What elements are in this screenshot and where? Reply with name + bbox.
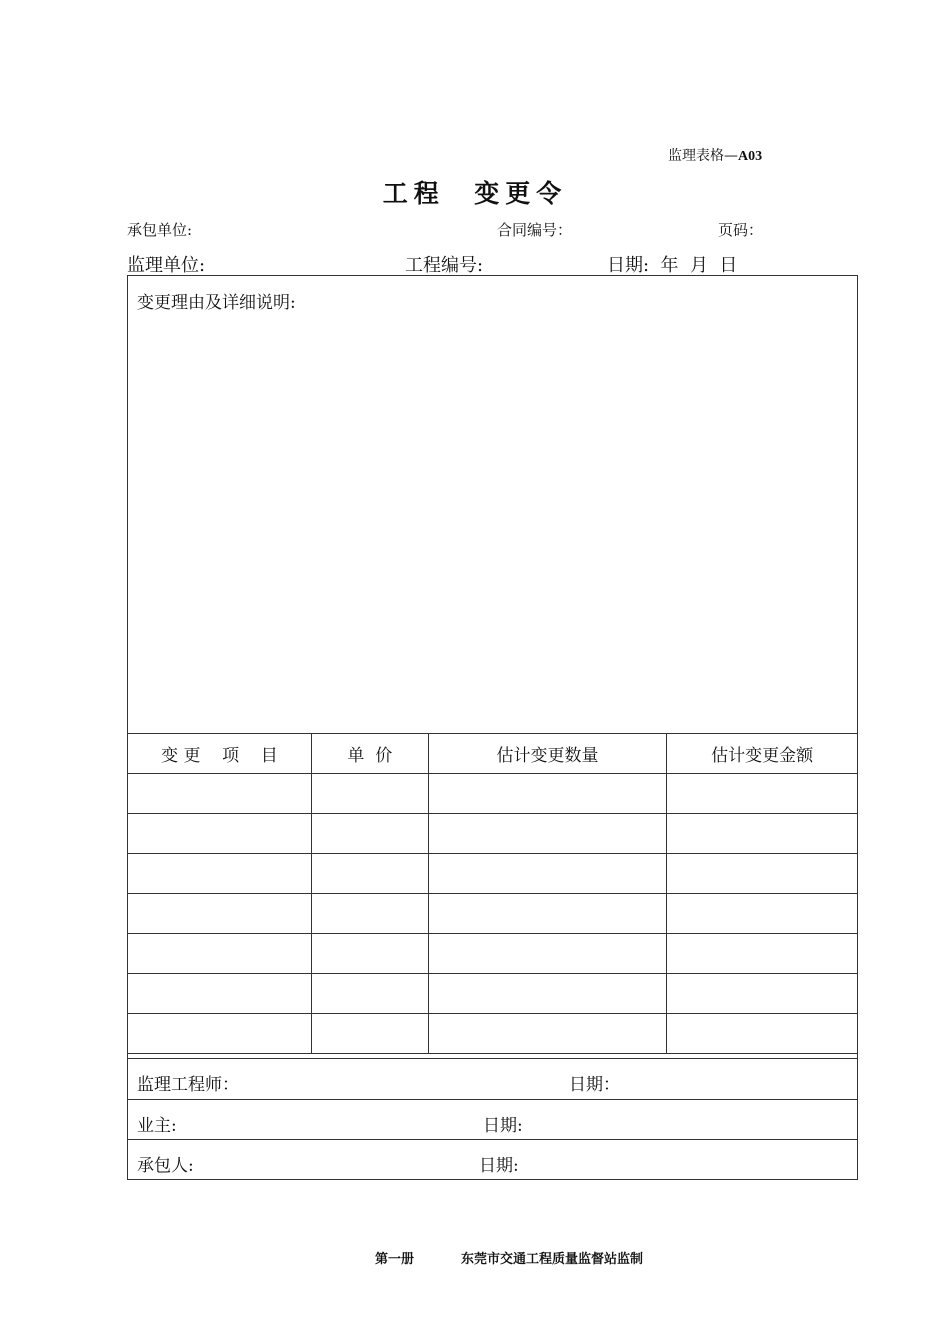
column-header-amount: 估计变更金额 xyxy=(667,734,858,774)
change-items-table xyxy=(127,733,858,1054)
cell[interactable] xyxy=(428,854,667,894)
owner-label: 业主: xyxy=(137,1116,177,1136)
footer-issuer: 东莞市交通工程质量监督站监制 xyxy=(461,1252,644,1267)
contractor-signature-label: 承包人: xyxy=(137,1156,194,1176)
cell[interactable] xyxy=(128,934,312,974)
cell[interactable] xyxy=(128,774,312,814)
table-row xyxy=(128,894,858,934)
cell[interactable] xyxy=(428,894,667,934)
table-row xyxy=(128,934,858,974)
cell[interactable] xyxy=(311,894,428,934)
cell[interactable] xyxy=(667,814,858,854)
table-row xyxy=(128,1014,858,1054)
cell[interactable] xyxy=(667,854,858,894)
cell[interactable] xyxy=(428,774,667,814)
cell[interactable] xyxy=(128,974,312,1014)
table-row xyxy=(128,814,858,854)
column-header-item: 变 更 项 目 xyxy=(128,734,312,774)
change-reason-label: 变更理由及详细说明: xyxy=(137,293,296,313)
footer-volume: 第一册 xyxy=(375,1252,415,1267)
supervisor-unit-label: 监理单位: xyxy=(127,255,206,276)
cell[interactable] xyxy=(667,774,858,814)
cell[interactable] xyxy=(667,934,858,974)
column-header-quantity: 估计变更数量 xyxy=(428,734,667,774)
contract-number-label: 合同编号： xyxy=(497,221,573,239)
cell[interactable] xyxy=(128,894,312,934)
contractor-date-label: 日期: xyxy=(479,1156,519,1176)
cell[interactable] xyxy=(428,934,667,974)
owner-date-label: 日期: xyxy=(483,1116,523,1136)
cell[interactable] xyxy=(311,854,428,894)
table-row xyxy=(128,774,858,814)
form-number: 监理表格—A03 xyxy=(668,148,763,164)
engineer-date-label: 日期： xyxy=(569,1075,620,1095)
cell[interactable] xyxy=(428,814,667,854)
cell[interactable] xyxy=(311,974,428,1014)
cell[interactable] xyxy=(311,934,428,974)
cell[interactable] xyxy=(428,974,667,1014)
cell[interactable] xyxy=(311,1014,428,1054)
signature-row-contractor xyxy=(128,1139,857,1181)
table-row xyxy=(128,974,858,1014)
signature-row-owner xyxy=(128,1099,857,1141)
page-number-label: 页码： xyxy=(718,221,764,239)
table-row xyxy=(128,854,858,894)
cell[interactable] xyxy=(428,1014,667,1054)
cell[interactable] xyxy=(128,854,312,894)
supervising-engineer-label: 监理工程师： xyxy=(137,1075,239,1095)
cell[interactable] xyxy=(667,974,858,1014)
date-label: 日期: 年 月 日 xyxy=(607,255,738,276)
document-title: 工程 变更令 xyxy=(382,179,568,208)
signature-row-engineer xyxy=(128,1058,857,1100)
project-number-label: 工程编号: xyxy=(405,255,484,276)
contractor-label: 承包单位: xyxy=(127,221,193,239)
cell[interactable] xyxy=(128,1014,312,1054)
cell[interactable] xyxy=(311,814,428,854)
cell[interactable] xyxy=(128,814,312,854)
table-header-row xyxy=(128,734,858,774)
cell[interactable] xyxy=(667,1014,858,1054)
cell[interactable] xyxy=(667,894,858,934)
form-frame xyxy=(127,275,858,1180)
cell[interactable] xyxy=(311,774,428,814)
column-header-unit-price: 单 价 xyxy=(311,734,428,774)
